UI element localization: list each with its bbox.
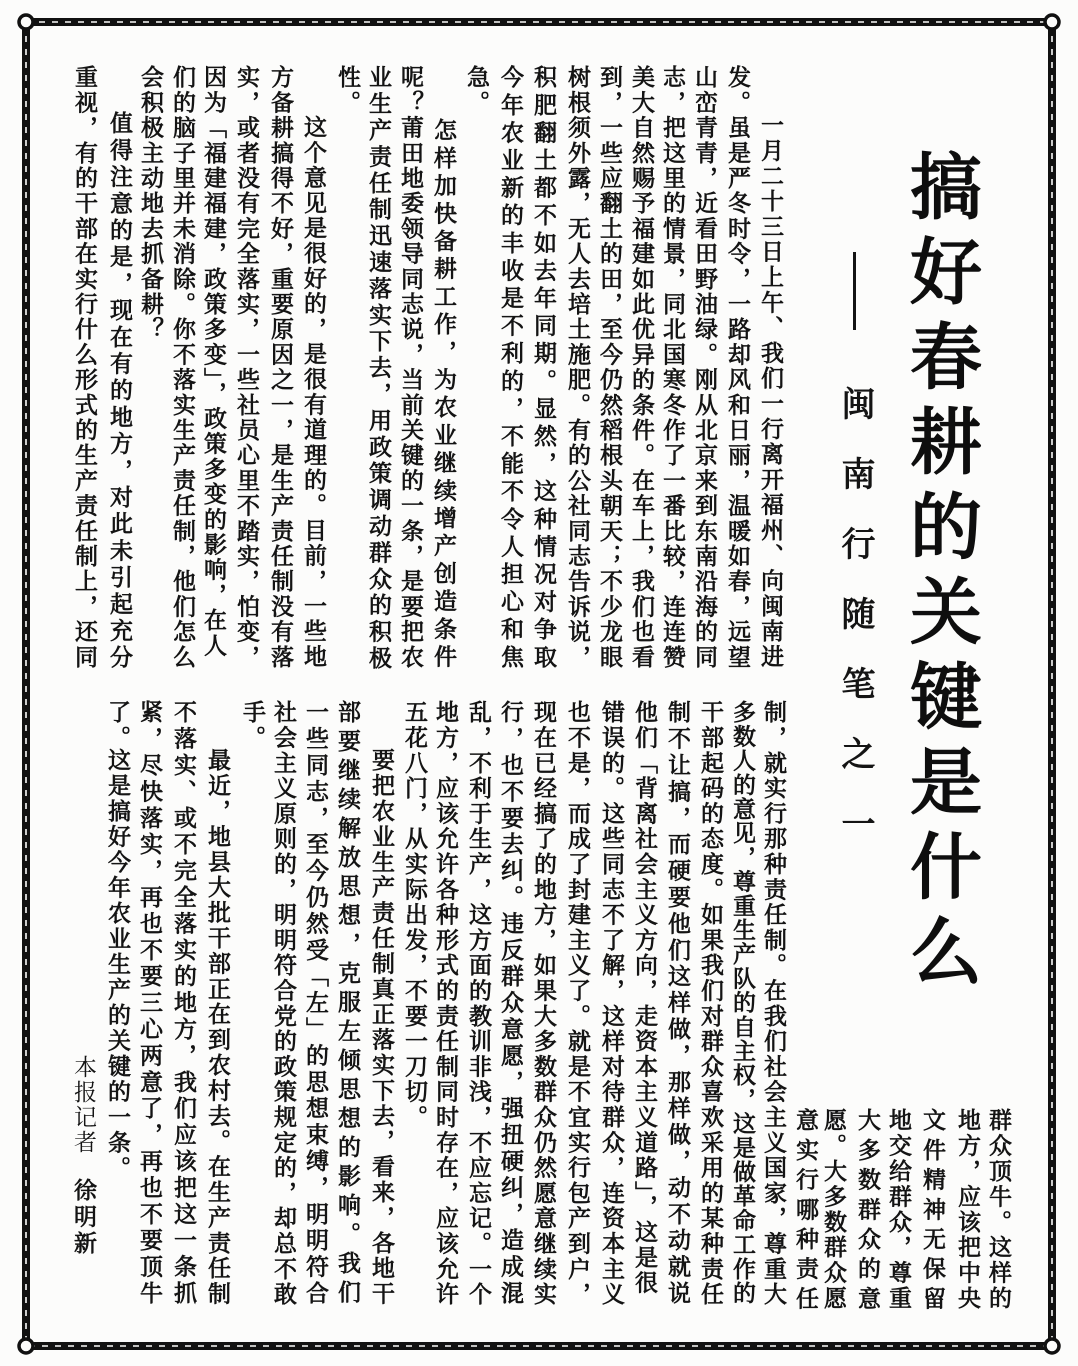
lower-right-column: 文件精神无保留 [919,1108,946,1316]
lower-column: 干部起码的态度。如果我们对群众喜欢采用的某种责任 [697,700,724,1308]
upper-column: 志，把这里的情景，同北国寒冬作了一番比较，连连赞 [659,65,686,670]
lower-column: 社会主义原则的，明明符合党的政策规定的，却总不敢 [270,700,297,1308]
lower-column: 地方，应该允许各种形式的责任制同时存在，应该允许 [432,700,459,1308]
upper-column: 急。 [463,65,490,116]
byline-author: 徐明新 [70,1178,97,1258]
upper-column: 这个意见是很好的，是很有道理的。目前，一些地 [300,115,327,670]
lower-column: 乱，不利于生产，这方面的教训非浅，不应忘记。一个 [465,700,492,1308]
upper-column: 呢？莆田地委领导同志说，当前关键的一条，是要把农 [397,65,424,670]
lower-column: 错误的。这些同志不了解，这样对待群众，连资本主义 [598,700,625,1308]
upper-column: 们的脑子里并未消除。你不落实生产责任制，他们怎么 [169,65,196,670]
upper-column: 积肥翻土都不如去年同期。显然，这种情况对争取 [530,65,557,673]
lower-right-column: 愿。大多数群众愿 [820,1108,847,1312]
lower-column: 了。 [104,700,131,751]
upper-column: 会积极主动地去抓备耕？ [137,65,164,343]
upper-column: 重视，有的干部在实行什么形式的生产责任制上，还同 [71,65,98,670]
upper-column: 怎样加快备耕工作，为农业继续增产创造条件 [430,118,457,672]
upper-column: 一月二十三日上午、我们一行离开福州、向闽南进 [757,113,784,670]
upper-column: 树根须外露，无人去培土施肥。有的公社同志告诉说， [564,65,591,670]
article-subtitle: 闽南行随笔之一 [835,386,875,876]
subtitle-dash [835,252,875,330]
lower-column: 这是搞好今年农业生产的关键的一条。 [104,748,131,1182]
upper-column: 性。 [334,65,361,116]
lower-column: 最近，地县大批干部正在到农村去。在生产责任制 [204,748,231,1307]
lower-right-column: 群众顶牛。这样的 [985,1108,1012,1312]
lower-right-column: 地方，应该把中央 [954,1108,981,1312]
upper-column: 美大自然赐予福建如此优异的条件。在车上，我们也看 [628,65,655,670]
lower-column: 五花八门，从实际出发，不要一刀切。 [401,700,428,1131]
lower-column: 一些同志，至今仍然受「左」的思想束缚，明明符合 [302,700,329,1308]
lower-column: 现在已经搞了的地方，如果大多数群众仍然愿意继续实 [530,700,557,1308]
upper-column: 发。虽是严冬时令，一路却风和日丽，温暖如春，远望 [724,65,751,670]
upper-column: 山峦青青，近看田野油绿。刚从北京来到东南沿海的同 [691,65,718,670]
lower-column: 多数人的意见，尊重生产队的自主权，这是做革命工作的 [729,700,756,1305]
upper-column: 实，或者没有完全落实，一些社员心里不踏实，怕变， [233,65,260,670]
lower-column: 也不是，而成了封建主义了。就是不宜实行包产到户， [564,700,591,1308]
lower-column: 紧，尽快落实，再也不要三心两意了，再也不要顶牛 [136,700,163,1308]
lower-right-column: 大多数群众的意 [854,1108,881,1316]
lower-column: 制，就实行那种责任制。在我们社会主义国家，尊重大 [760,700,787,1308]
upper-column: 方备耕搞得不好，重要原因之一，是生产责任制没有落 [267,65,294,670]
lower-right-column: 意实行哪种责任 [792,1108,819,1316]
lower-column: 不落实、或不完全落实的地方，我们应该把这一条抓 [170,700,197,1308]
lower-column: 部要继续解放思想，克服左倾思想的影响。我们 [334,700,361,1309]
lower-right-column: 地交给群众，尊重 [885,1108,912,1312]
lower-column: 手。 [239,700,266,751]
lower-column: 他们「背离社会主义方向，走资本主义道路」，这是很 [631,700,658,1296]
byline-label: 本报记者 [70,1055,96,1155]
lower-column: 制不让搞，而硬要他们这样做，那样做，动不动就说 [664,700,691,1308]
lower-column: 行，也不要去纠。违反群众意愿，强扭硬纠，造成混 [497,700,524,1308]
upper-column: 值得注意的是，现在有的地方，对此未引起充分 [106,111,133,672]
article-headline: 搞好春耕的关键是什么 [898,149,983,999]
upper-column: 到，一些应翻土的田，至今仍然稻根头朝天；不少龙眼 [596,65,623,670]
upper-column: 业生产责任制迅速落实下去，用政策调动群众的积极 [365,65,392,673]
lower-column: 要把农业生产责任制真正落实下去，看来，各地干 [368,748,395,1307]
upper-column: 因为「福建福建，政策多变」，政策多变的影响，在人 [200,65,227,659]
upper-column: 今年农业新的丰收是不利的，不能不令人担心和焦 [497,65,524,673]
